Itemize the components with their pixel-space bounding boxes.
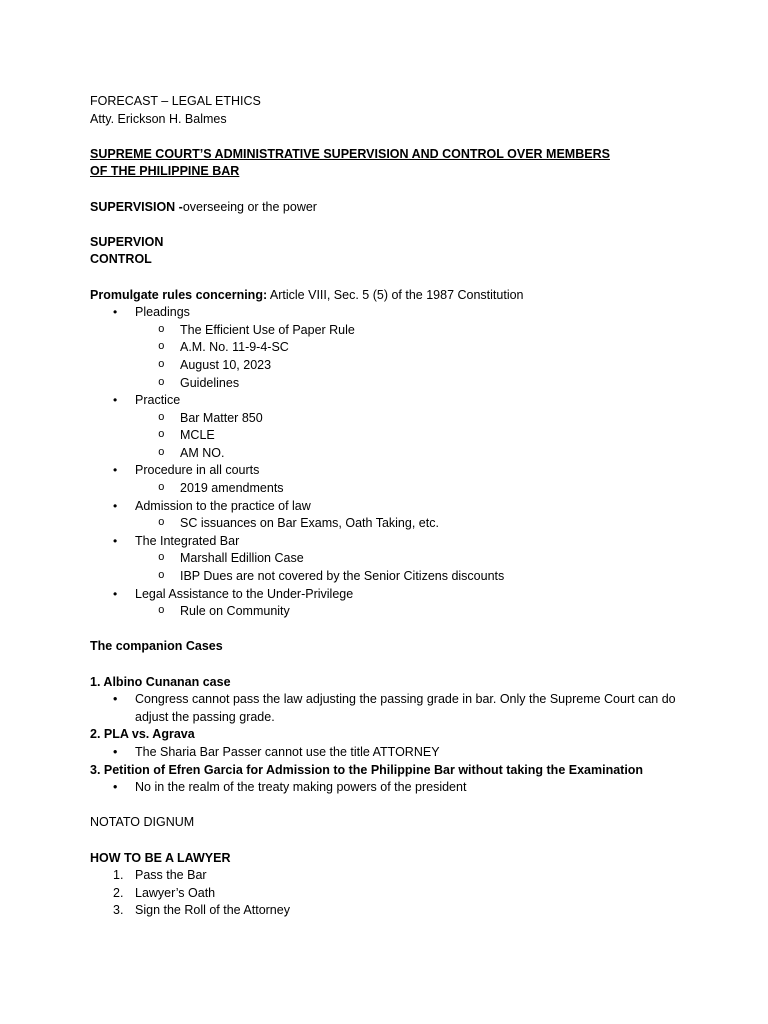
sub-bullet-marker: o (158, 482, 165, 495)
case-title: 3. Petition of Efren Garcia for Admission to the Philippine Bar without taking the Examination (90, 762, 644, 777)
rule-subitem (90, 357, 690, 375)
supervision-term: SUPERVISION - (90, 199, 183, 214)
sub-bullet-marker: o (158, 341, 165, 354)
rule-subitem (90, 410, 690, 428)
rule-subitem-label: MCLE (180, 428, 215, 443)
rule-subitem (90, 375, 690, 393)
rule-subitem-label: Rule on Community (180, 604, 290, 619)
sub-bullet-marker: o (158, 552, 165, 565)
rule-subitem (90, 427, 690, 445)
supervision-text: overseeing or the power (182, 199, 317, 214)
sub-bullet-marker: o (158, 358, 165, 371)
case-bullet-text: Congress cannot pass the law adjusting the passing grade in bar. Only the Supreme Court can do adjust the passing grade. (135, 692, 676, 724)
bullet-marker: • (113, 780, 118, 795)
case-bullet (90, 691, 695, 726)
rule-subitem-label: SC issuances on Bar Exams, Oath Taking, etc. (180, 516, 439, 531)
rule-subitem-label: Bar Matter 850 (180, 410, 263, 425)
rule-subitem-label: A.M. No. 11-9-4-SC (180, 340, 289, 355)
term-supervion: SUPERVION (90, 234, 164, 249)
rule-item-label: Admission to the practice of law (135, 498, 311, 513)
rule-subitem (90, 480, 690, 498)
bullet-marker: • (113, 586, 118, 601)
step-item (90, 885, 690, 903)
case-bullet (90, 744, 695, 762)
step-number: 1. (113, 868, 124, 883)
step-text: Pass the Bar (135, 868, 207, 883)
promulgate-text: Article VIII, Sec. 5 (5) of the 1987 Constitution (267, 287, 524, 302)
rule-item-label: Procedure in all courts (135, 463, 260, 478)
rule-item (90, 498, 690, 516)
lawyer-heading: HOW TO BE A LAWYER (90, 850, 231, 865)
rule-item-label: The Integrated Bar (135, 533, 240, 548)
rule-subitem-label: AM NO. (180, 445, 225, 460)
rule-subitem-label: The Efficient Use of Paper Rule (180, 322, 355, 337)
sub-bullet-marker: o (158, 570, 165, 583)
rule-item (90, 392, 690, 410)
step-text: Lawyer’s Oath (135, 885, 216, 900)
cases-list (90, 674, 690, 797)
bullet-marker: • (113, 305, 118, 320)
rules-list (90, 304, 690, 621)
doc-header-title: FORECAST – LEGAL ETHICS (90, 94, 261, 108)
sub-bullet-marker: o (158, 517, 165, 530)
step-item (90, 902, 690, 920)
case-title: 2. PLA vs. Agrava (90, 727, 195, 742)
case-bullet-text: The Sharia Bar Passer cannot use the title ATTORNEY (135, 744, 440, 759)
step-number: 2. (113, 885, 124, 900)
rule-subitem (90, 339, 690, 357)
rule-item-label: Legal Assistance to the Under-Privilege (135, 586, 354, 601)
rule-subitem-label: August 10, 2023 (180, 357, 272, 372)
doc-header-author: Atty. Erickson H. Balmes (90, 111, 227, 126)
rule-subitem (90, 568, 690, 586)
sub-bullet-marker: o (158, 429, 165, 442)
bullet-marker: • (113, 498, 118, 513)
rule-subitem-label: 2019 amendments (180, 481, 284, 496)
rule-item (90, 586, 690, 604)
notato-dignum: NOTATO DIGNUM (90, 815, 195, 830)
bullet-marker: • (113, 393, 118, 408)
supervision-definition (90, 199, 690, 217)
rule-item (90, 304, 690, 322)
rule-subitem-label: Guidelines (180, 375, 240, 390)
rule-subitem (90, 515, 690, 533)
case-title: 1. Albino Cunanan case (90, 674, 231, 689)
step-text: Sign the Roll of the Attorney (135, 903, 290, 918)
bullet-marker: • (113, 533, 118, 548)
rule-item-label: Practice (135, 393, 181, 408)
sub-bullet-marker: o (158, 376, 165, 389)
step-number: 3. (113, 903, 124, 918)
companion-heading: The companion Cases (90, 639, 223, 654)
rule-item-label: Pleadings (135, 305, 190, 320)
sub-bullet-marker: o (158, 323, 165, 336)
rule-subitem (90, 603, 690, 621)
term-control: CONTROL (90, 252, 152, 267)
step-item (90, 867, 690, 885)
bullet-marker: • (113, 463, 118, 478)
sub-bullet-marker: o (158, 446, 165, 459)
case-bullet-text: No in the realm of the treaty making powers of the president (135, 780, 467, 795)
case-bullet (90, 779, 695, 797)
rule-item (90, 533, 690, 551)
rule-subitem-label: IBP Dues are not covered by the Senior Citizens discounts (180, 569, 505, 584)
rule-subitem (90, 550, 690, 568)
bullet-marker: • (113, 744, 118, 759)
rule-subitem-label: Marshall Edillion Case (180, 551, 304, 566)
bullet-marker: • (113, 692, 118, 707)
sub-bullet-marker: o (158, 605, 165, 618)
doc-title: SUPREME COURT’S ADMINISTRATIVE SUPERVISION AND CONTROL OVER MEMBERS OF THE PHILIPPINE BAR (90, 146, 610, 179)
rule-item (90, 462, 690, 480)
sub-bullet-marker: o (158, 411, 165, 424)
steps-list (90, 867, 690, 920)
promulgate-label: Promulgate rules concerning: (90, 287, 268, 302)
rule-subitem (90, 322, 690, 340)
document-page (90, 93, 690, 920)
promulgate-line (90, 287, 690, 305)
rule-subitem (90, 445, 690, 463)
